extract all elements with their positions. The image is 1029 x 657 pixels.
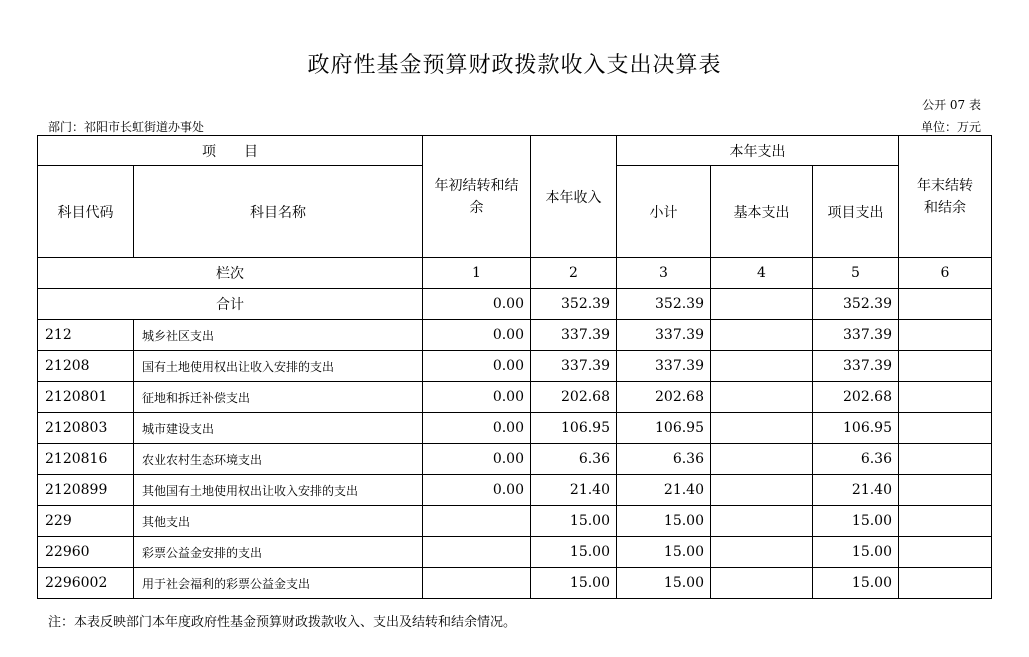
row-basic [711, 351, 813, 382]
row-subtotal: 337.39 [617, 320, 711, 351]
row-name: 其他国有土地使用权出让收入安排的支出 [134, 475, 423, 506]
row-project: 337.39 [813, 351, 899, 382]
row-carry-out [899, 351, 992, 382]
row-basic [711, 413, 813, 444]
header-expense: 本年支出 [617, 136, 899, 166]
seq-cell: 3 [617, 258, 711, 289]
header-subtotal: 小计 [617, 166, 711, 258]
row-project: 21.40 [813, 475, 899, 506]
row-carry-out [899, 320, 992, 351]
row-carry-out [899, 444, 992, 475]
row-carry-out [899, 413, 992, 444]
row-carry-in: 0.00 [423, 444, 531, 475]
table-row [38, 351, 992, 382]
row-carry-out [899, 537, 992, 568]
total-subtotal: 352.39 [617, 289, 711, 320]
seq-cell: 1 [423, 258, 531, 289]
row-code: 2120803 [38, 413, 134, 444]
row-carry-in [423, 537, 531, 568]
row-carry-in [423, 506, 531, 537]
page-title: 政府性基金预算财政拨款收入支出决算表 [307, 53, 722, 78]
row-basic [711, 382, 813, 413]
row-code: 2120801 [38, 382, 134, 413]
row-carry-in [423, 568, 531, 599]
row-carry-out [899, 568, 992, 599]
table-row [38, 475, 992, 506]
row-basic [711, 568, 813, 599]
row-code: 21208 [38, 351, 134, 382]
row-carry-in: 0.00 [423, 475, 531, 506]
table-row [38, 537, 992, 568]
seq-cell: 4 [711, 258, 813, 289]
row-project: 15.00 [813, 568, 899, 599]
row-income: 6.36 [531, 444, 617, 475]
row-subtotal: 202.68 [617, 382, 711, 413]
row-carry-in: 0.00 [423, 351, 531, 382]
row-project: 337.39 [813, 320, 899, 351]
row-basic [711, 320, 813, 351]
seq-cell: 5 [813, 258, 899, 289]
seq-row [38, 258, 992, 289]
row-subtotal: 15.00 [617, 568, 711, 599]
row-code: 22960 [38, 537, 134, 568]
row-project: 15.00 [813, 537, 899, 568]
row-income: 202.68 [531, 382, 617, 413]
row-carry-in: 0.00 [423, 382, 531, 413]
seq-label: 栏次 [38, 258, 423, 289]
row-subtotal: 15.00 [617, 537, 711, 568]
row-code: 212 [38, 320, 134, 351]
row-name: 征地和拆迁补偿支出 [134, 382, 423, 413]
row-subtotal: 106.95 [617, 413, 711, 444]
table-row [38, 320, 992, 351]
row-income: 337.39 [531, 351, 617, 382]
row-project: 6.36 [813, 444, 899, 475]
header-project: 项目支出 [813, 166, 899, 258]
header-code: 科目代码 [38, 166, 134, 258]
department-label: 部门：祁阳市长虹街道办事处 [48, 120, 205, 134]
total-basic [711, 289, 813, 320]
budget-table [37, 135, 992, 599]
row-income: 15.00 [531, 568, 617, 599]
row-name: 农业农村生态环境支出 [134, 444, 423, 475]
row-subtotal: 15.00 [617, 506, 711, 537]
total-row [38, 289, 992, 320]
unit-label: 单位：万元 [920, 120, 981, 134]
row-name: 城市建设支出 [134, 413, 423, 444]
total-carry-out [899, 289, 992, 320]
total-income: 352.39 [531, 289, 617, 320]
row-income: 337.39 [531, 320, 617, 351]
row-income: 21.40 [531, 475, 617, 506]
row-carry-out [899, 382, 992, 413]
row-code: 2120816 [38, 444, 134, 475]
row-name: 城乡社区支出 [134, 320, 423, 351]
row-code: 229 [38, 506, 134, 537]
row-subtotal: 21.40 [617, 475, 711, 506]
row-carry-out [899, 475, 992, 506]
header-carry-out: 年末结转和结余 [899, 136, 992, 258]
row-name: 彩票公益金安排的支出 [134, 537, 423, 568]
row-carry-out [899, 506, 992, 537]
row-name: 国有土地使用权出让收入安排的支出 [134, 351, 423, 382]
row-code: 2120899 [38, 475, 134, 506]
table-row [38, 382, 992, 413]
row-basic [711, 506, 813, 537]
header-income: 本年收入 [531, 136, 617, 258]
row-income: 15.00 [531, 537, 617, 568]
row-income: 15.00 [531, 506, 617, 537]
header-basic: 基本支出 [711, 166, 813, 258]
seq-cell: 2 [531, 258, 617, 289]
total-label: 合计 [38, 289, 423, 320]
row-subtotal: 337.39 [617, 351, 711, 382]
header-name: 科目名称 [134, 166, 423, 258]
row-subtotal: 6.36 [617, 444, 711, 475]
table-number: 公开 07 表 [922, 98, 981, 112]
row-name: 用于社会福利的彩票公益金支出 [134, 568, 423, 599]
table-row [38, 568, 992, 599]
row-name: 其他支出 [134, 506, 423, 537]
table-row [38, 506, 992, 537]
table-row [38, 413, 992, 444]
row-project: 15.00 [813, 506, 899, 537]
row-project: 202.68 [813, 382, 899, 413]
header-item: 项 目 [38, 136, 423, 166]
seq-cell: 6 [899, 258, 992, 289]
table-row [38, 444, 992, 475]
row-basic [711, 537, 813, 568]
total-project: 352.39 [813, 289, 899, 320]
footnote: 注：本表反映部门本年度政府性基金预算财政拨款收入、支出及结转和结余情况。 [48, 615, 517, 630]
row-basic [711, 475, 813, 506]
row-basic [711, 444, 813, 475]
row-carry-in: 0.00 [423, 320, 531, 351]
row-carry-in: 0.00 [423, 413, 531, 444]
row-project: 106.95 [813, 413, 899, 444]
row-income: 106.95 [531, 413, 617, 444]
header-carry-in: 年初结转和结余 [423, 136, 531, 258]
total-carry-in: 0.00 [423, 289, 531, 320]
row-code: 2296002 [38, 568, 134, 599]
